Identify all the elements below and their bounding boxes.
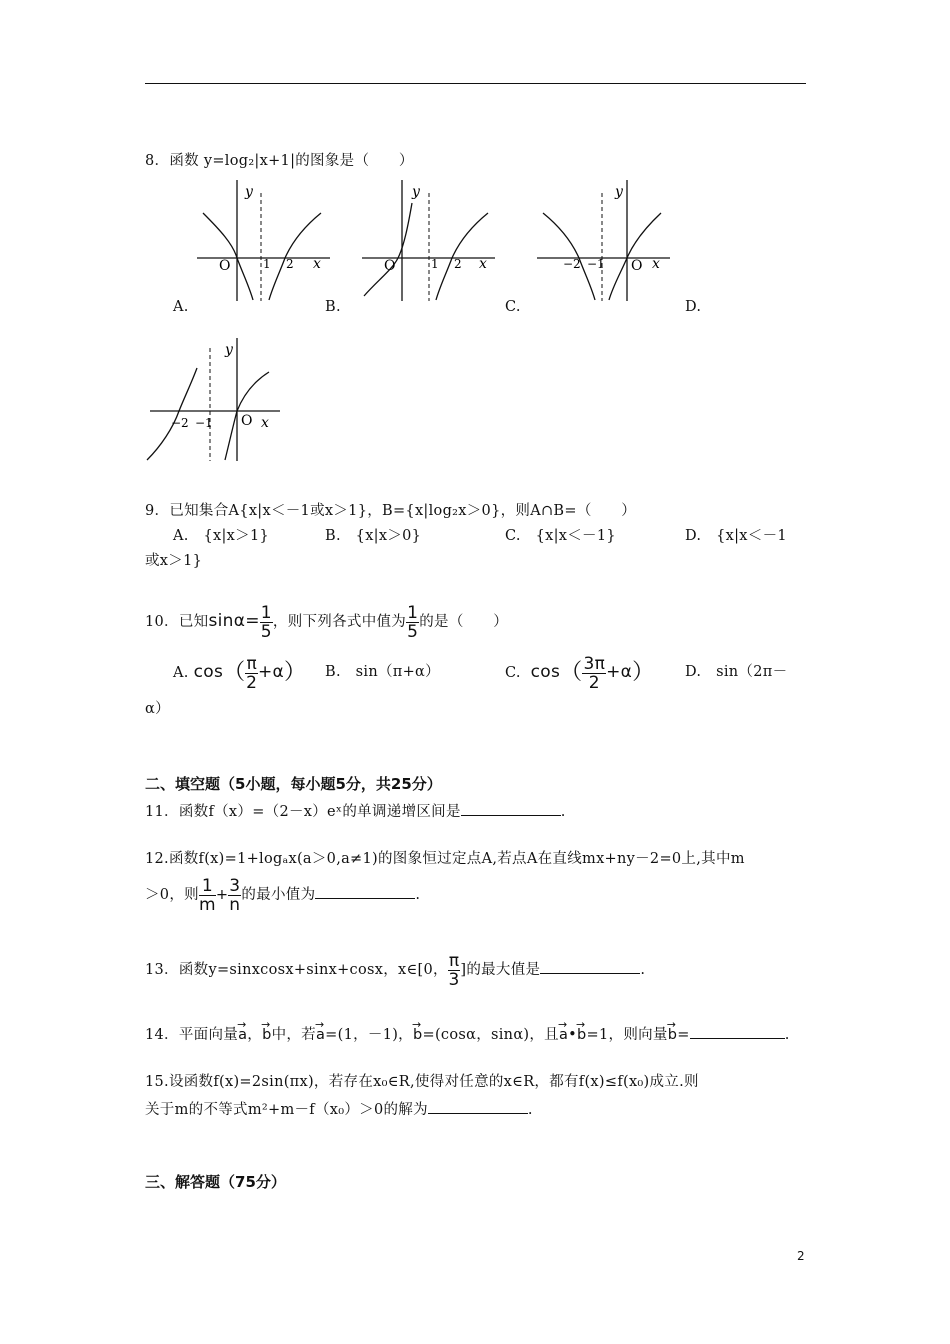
q10-option-c-frac (582, 655, 606, 692)
q12-frac-1-num: 1 (199, 877, 216, 896)
q10-option-c-den: 2 (588, 672, 600, 693)
q14-p5: =1，则向量 (586, 1027, 668, 1043)
q15-line1: 15.设函数f(x)=2sin(πx)，若存在x₀∈R,使得对任意的x∈R，都有f(x)≤f(x₀)成立.则 (145, 1074, 699, 1090)
q13-prefix: 13．函数y=sinxcosx+sinx+cosx，x∈[0， (145, 962, 448, 978)
graph-c-neg-one: −1 (587, 257, 605, 271)
q14-p1: 14．平面向量 (145, 1027, 239, 1043)
graph-a-y-label: y (245, 184, 253, 200)
q12-line2 (145, 874, 420, 916)
q12-frac-2-num: 3 (229, 875, 241, 896)
q8-stem: 8．函数 y=log₂|x+1|的图象是（ ） (145, 153, 414, 169)
section-3-title: 三、解答题（75分） (145, 1173, 286, 1191)
graph-c-origin: O (631, 258, 643, 274)
q11-text: 11．函数f（x）=（2－x）eˣ的单调递增区间是 (145, 804, 461, 820)
q12-answer-blank[interactable] (315, 882, 415, 899)
q12-frac-2-den: n (229, 894, 241, 915)
q10-stem (145, 600, 508, 643)
q12-frac-2 (228, 877, 241, 914)
q12-frac-1 (199, 877, 216, 914)
q14-p2: 中，若 (271, 1027, 316, 1043)
q11-answer-blank[interactable] (461, 799, 561, 816)
graph-d (145, 336, 285, 464)
q12-frac-1-den: m (198, 894, 216, 915)
q9-stem: 9．已知集合A{x|x＜－1或x＞1}，B={x|log₂x＞0}，则A∩B=（ ） (145, 503, 637, 519)
q10-frac-2-num: 1 (407, 602, 419, 623)
q15-line2 (145, 1097, 533, 1120)
q14-vec-a: → a (238, 1025, 247, 1045)
q10-suffix: 的是（ ） (419, 614, 509, 630)
q10-option-c-tail: +α (606, 662, 633, 682)
q13-frac-den: 3 (448, 969, 460, 990)
q14-p6: = (677, 1027, 690, 1043)
graph-b-origin: O (384, 258, 396, 274)
q10-option-c-num: 3π (583, 653, 606, 674)
q10-prefix: 10．已知 (145, 614, 209, 630)
q15-answer-blank[interactable] (428, 1097, 528, 1114)
q8-option-c: C. (505, 299, 521, 315)
graph-a-one: 1 (263, 257, 271, 271)
graph-a (195, 178, 335, 303)
graph-b-one: 1 (431, 257, 439, 271)
graph-d-neg-two: −2 (171, 416, 189, 430)
q10-option-a-func: cos (193, 662, 224, 682)
q14-p3: =(1，－1)， (325, 1027, 413, 1043)
q10-option-c-func: cos (530, 662, 561, 682)
graph-b-two: 2 (454, 257, 462, 271)
q14-vec-a-2: → a (316, 1025, 325, 1045)
graph-c (535, 178, 675, 303)
q10-option-a-tail: +α (257, 662, 285, 682)
q11-end: . (560, 804, 566, 820)
q10-frac-1-num: 1 (260, 602, 272, 623)
graph-b-x-label: x (479, 256, 487, 272)
q15-end: . (527, 1102, 533, 1118)
q9-option-b: B. {x|x＞0} (325, 528, 422, 544)
q9-option-c: C. {x|x＜－1} (505, 528, 616, 544)
q9-option-a: A. {x|x＞1} (173, 528, 269, 544)
q10-frac-1 (260, 604, 273, 641)
q12-prefix: ＞0，则 (145, 887, 199, 903)
q8-option-d-label: D. (685, 299, 702, 315)
q10-option-a-frac (245, 655, 258, 692)
q8-option-a: A. (173, 299, 189, 315)
q10-frac-2-den: 5 (407, 621, 419, 642)
q12-plus: + (215, 887, 229, 903)
q14-vec-b-2: → b (413, 1025, 423, 1045)
graph-d-x-label: x (261, 415, 269, 431)
q13-answer-blank[interactable] (540, 957, 640, 974)
q14-p4: =(cosα，sinα)，且 (422, 1027, 559, 1043)
graph-d-neg-one: −1 (195, 416, 213, 430)
q10-option-b: B. sin（π+α） (325, 664, 440, 680)
q10-option-a-label: A. (173, 665, 189, 681)
q10-option-d-cont: α） (145, 701, 170, 717)
q13 (145, 948, 645, 992)
graph-c-x-label: x (652, 256, 660, 272)
q10-option-a: A. cos（ $\frac{\pi}{2}$ +α） (173, 653, 307, 693)
graph-d-origin: O (241, 413, 253, 429)
q15-text: 关于m的不等式m²+m－f（x₀）＞0的解为 (145, 1102, 428, 1118)
q10-option-c-label: C. (505, 665, 521, 681)
q12-line1: 12.函数f(x)=1+logₐx(a＞0,a≠1)的图象恒过定点A,若点A在直线mx+ny－2=0上,其中m (145, 851, 745, 867)
graph-a-origin: O (219, 258, 231, 274)
q10-frac-1-den: 5 (260, 621, 272, 642)
q14-comma: ， (247, 1027, 263, 1043)
q10-mid: ，则下列各式中值为 (272, 614, 407, 630)
graph-a-two: 2 (286, 257, 294, 271)
q14-vec-b-4: → b (668, 1025, 678, 1045)
q9-option-d-cont: 或x＞1} (145, 553, 203, 569)
q13-frac (448, 952, 461, 989)
q11 (145, 799, 566, 822)
q9-option-d: D. {x|x＜－1 (685, 528, 787, 544)
q10-option-a-num: π (246, 653, 257, 674)
q8-option-b: B. (325, 299, 341, 315)
graph-d-y-label: y (225, 342, 233, 358)
section-2-title: 二、填空题（5小题，每小题5分，共25分） (145, 775, 442, 793)
q14-end: . (784, 1027, 790, 1043)
q13-frac-num: π (448, 950, 460, 971)
q10-frac-2 (406, 604, 419, 641)
q14 (145, 1022, 790, 1045)
header-rule (145, 83, 806, 84)
q10-sin-alpha: sinα= (208, 611, 260, 631)
q13-suffix: ]的最大值是 (460, 962, 541, 978)
q10-option-a-den: 2 (246, 672, 258, 693)
graph-a-x-label: x (313, 256, 321, 272)
q13-end: . (640, 962, 646, 978)
graph-c-y-label: y (615, 184, 623, 200)
q12-end: . (415, 887, 421, 903)
q14-answer-blank[interactable] (690, 1022, 785, 1039)
graph-b-y-label: y (412, 184, 420, 200)
q14-vec-b: → b (262, 1025, 272, 1045)
q14-vec-a-3: → a (559, 1025, 568, 1045)
page-number: 2 (797, 1249, 805, 1263)
q10-option-c: C. cos（ $\frac{3\pi}{2}$ +α） (505, 653, 655, 693)
q12-suffix: 的最小值为 (241, 887, 316, 903)
q14-dot: • (568, 1027, 578, 1043)
graph-c-neg-two: −2 (563, 257, 581, 271)
graph-b (360, 178, 500, 303)
q10-option-d: D. sin（2π－ (685, 664, 788, 680)
q14-vec-b-3: → b (577, 1025, 587, 1045)
